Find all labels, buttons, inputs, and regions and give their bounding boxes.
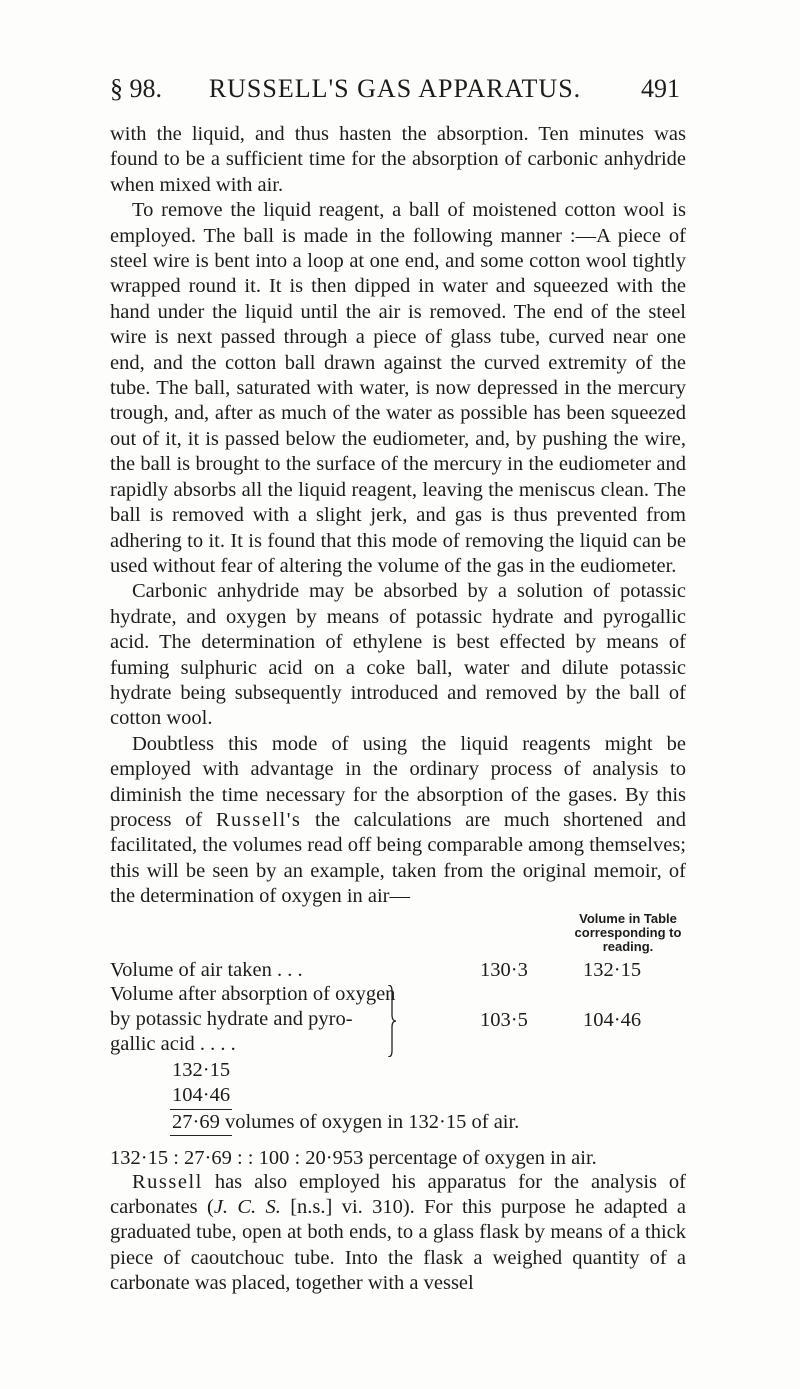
reading-air-taken: 130·3: [480, 958, 528, 981]
paragraph-cotton-ball: To remove the liquid reagent, a ball of moistened cotton wool is employed. The ball is made in the following manner :—A piece of steel wire is bent into a loop at one end, and some cotton wool tightly wrapped round it. It is then dipped in water and squeezed with the hand under the liquid until the air is removed. The end of the steel wire is next passed through a piece of glass tube, curved near one end, and the cotton ball drawn against the curved extremity of the tube. The ball, saturated with water, is now depressed in the mercury trough, and, after as much of the water as possible has been squeezed out of it, it is passed below the eudiometer, and, by pushing the wire, the ball is brought to the surface of the mercury in the eudiometer and rapidly absorbs all the liquid reagent, leaving the meniscus clean. The ball is removed with a slight jerk, and gas is thus prevented from adhering to it. It is found that this mode of removing the liquid can be used without fear of altering the volume of the gas in the eudiometer.: [110, 199, 686, 577]
column-header: Volume in Table corresponding to reading.: [574, 910, 682, 954]
text-segment: the calculations are much shortened and facilitated, the volumes read off being comparable among themselves; this will be seen by an example, taken from the original memoir, of the determination of oxygen in air—: [110, 808, 687, 908]
reading-after-absorption: 103·5: [480, 1008, 528, 1031]
running-title: RUSSELL'S GAS APPARATUS.: [208, 74, 582, 103]
paragraph-continuation: with the liquid, and thus hasten the absorption. Ten minutes was found to be a sufficient time for the absorption of carbonic anhydride when mixed with air.: [110, 123, 686, 196]
subtraction-subtrahend: 104·46: [172, 1083, 231, 1106]
author-name: Russell's: [215, 808, 302, 831]
author-name: Russell: [132, 1170, 203, 1193]
subtraction-minuend: 132·15: [172, 1058, 231, 1081]
row-label-air-taken: Volume of air taken . . .: [110, 958, 303, 981]
text-segment: has also employed his apparatus for the analysis of carbonates (: [110, 1170, 686, 1218]
label-line: Volume after absorption of oxygen: [110, 982, 396, 1005]
running-header: [110, 74, 680, 108]
text-segment: [n.s.] vi. 310). For this purpose he adapted a graduated tube, open at both ends, to a glass flask by means of a thick piece of caoutchouc tube. Into the flask a weighed quantity of a carbonate was placed, together with a vessel: [110, 1196, 687, 1295]
brace-icon: [388, 985, 396, 1057]
section-number: § 98.: [110, 74, 162, 103]
oxygen-determination-table: [110, 910, 686, 1170]
table-value-after-absorption: 104·46: [583, 1008, 642, 1031]
paragraph-absorbents: Carbonic anhydride may be absorbed by a solution of potassic hydrate, and oxygen by means of potassic hydrate and pyrogallic acid. The determination of ethylene is best effected by means of fuming sulphuric acid on a coke ball, water and dilute potassic hydrate being subsequently introduced and removed by the ball of cotton wool.: [110, 580, 686, 730]
paragraph-carbonates: [110, 1170, 686, 1297]
table-value-air-taken: 132·15: [583, 958, 642, 981]
text-segment: Doubtless this mode of using the liquid reagents might be employed with advantage in the ordinary process of analysis to diminish the time necessary for the absorption of the gases. By this process of: [110, 732, 686, 831]
paragraph-example-intro: [110, 732, 686, 910]
page-number: 491: [641, 74, 680, 103]
label-line: gallic acid . . . .: [110, 1032, 236, 1055]
journal-abbrev: J. C. S.: [213, 1196, 281, 1218]
label-line: by potassic hydrate and pyro-: [110, 1007, 353, 1030]
result-double-rule: [170, 1135, 232, 1136]
row-label-after-absorption: [110, 982, 395, 1057]
percentage-proportion: 132·15 : 27·69 : : 100 : 20·953 percentage of oxygen in air.: [110, 1146, 597, 1169]
subtraction-result: 27·69 volumes of oxygen in 132·15 of air.: [172, 1110, 520, 1133]
page-body: [110, 122, 686, 1297]
